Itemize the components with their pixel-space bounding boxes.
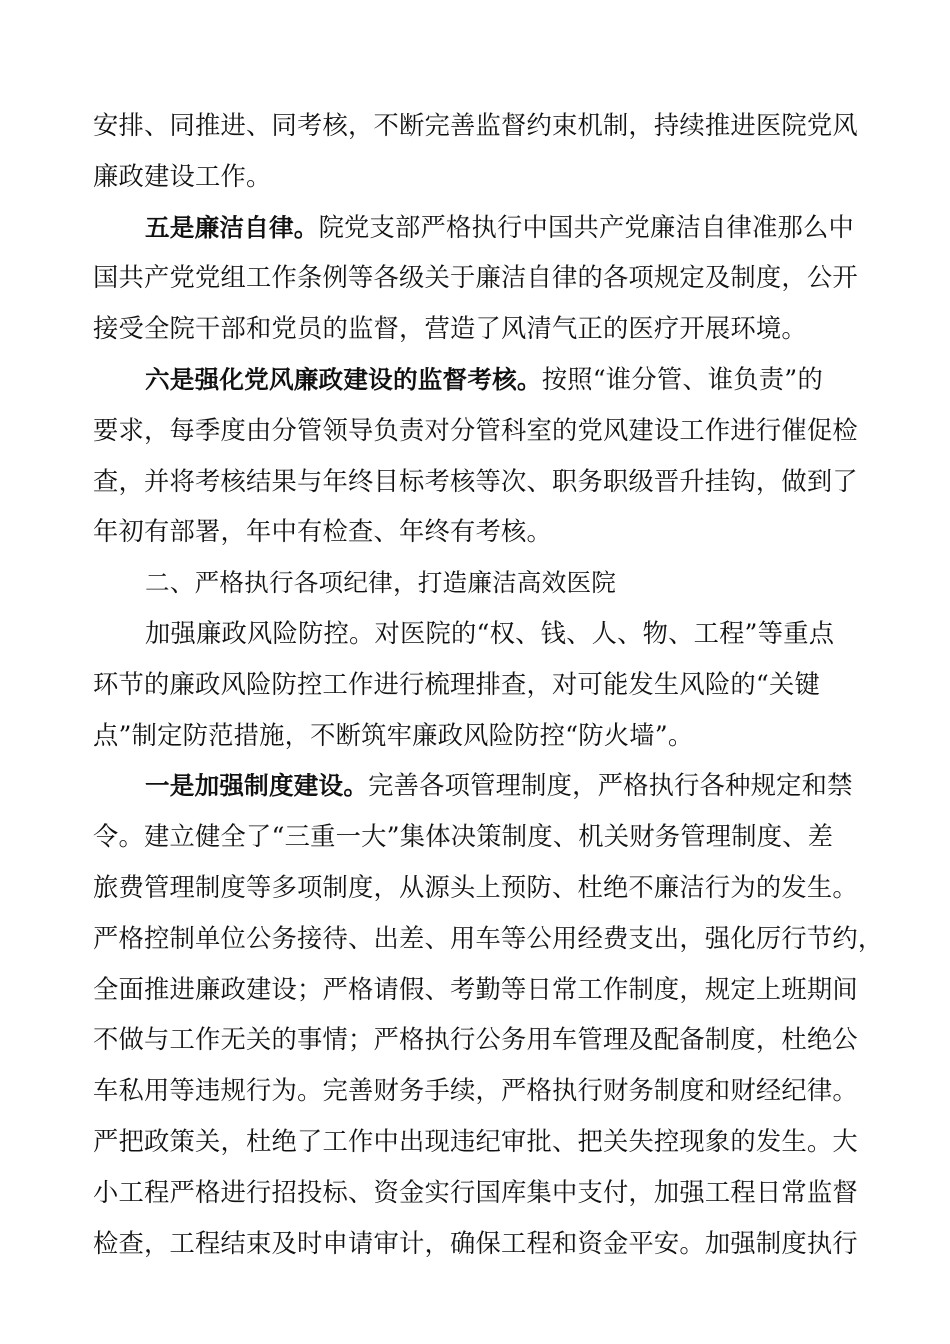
paragraph-first-line	[93, 355, 861, 406]
paragraph-line: 令。建立健全了“三重一大”集体决策制度、机关财务管理制度、差	[93, 822, 834, 852]
paragraph-text: 完善各项管理制度，严格执行各种规定和禁	[368, 771, 853, 801]
paragraph-line: 不做与工作无关的事情；严格执行公务用车管理及配备制度，杜绝公	[93, 1025, 858, 1055]
paragraph-line: 严把政策关，杜绝了工作中出现违纪审批、把关失控现象的发生。大	[93, 1126, 858, 1156]
paragraph-lead: 一是加强制度建设。	[145, 771, 369, 801]
paragraph-line: 年初有部署，年中有检查、年终有考核。	[93, 517, 552, 547]
paragraph-line: 点”制定防范措施，不断筑牢廉政风险防控“防火墙”。	[93, 720, 694, 750]
paragraph-line: 要求，每季度由分管领导负责对分管科室的党风建设工作进行催促检	[93, 415, 858, 445]
paragraph-line: 严格控制单位公务接待、出差、用车等公用经费支出，强化厉行节约，	[93, 923, 884, 953]
paragraph-line: 检查，工程结束及时申请审计，确保工程和资金平安。加强制度执行	[93, 1228, 858, 1258]
paragraph-line: 全面推进廉政建设；严格请假、考勤等日常工作制度，规定上班期间	[93, 974, 858, 1004]
paragraph-lead: 六是强化党风廉政建设的监督考核。	[145, 364, 542, 394]
paragraph-lead: 五是廉洁自律。	[145, 212, 319, 242]
document-body	[93, 101, 884, 1269]
paragraph-line: 接受全院干部和党员的监督，营造了风清气正的医疗开展环境。	[93, 314, 807, 344]
paragraph-line: 廉政建设工作。	[93, 161, 272, 191]
paragraph-text: 按照“谁分管、谁负责”的	[541, 364, 823, 394]
section-heading: 二、严格执行各项纪律，打造廉洁高效医院	[145, 568, 617, 598]
paragraph-line: 车私用等违规行为。完善财务手续，严格执行财务制度和财经纪律。	[93, 1076, 858, 1106]
paragraph-first-line	[93, 761, 861, 812]
paragraph-line: 安排、同推进、同考核，不断完善监督约束机制，持续推进医院党风	[93, 111, 858, 140]
paragraph-line: 查，并将考核结果与年终目标考核等次、职务职级晋升挂钩，做到了	[93, 466, 858, 496]
paragraph-text: 院党支部严格执行中国共产党廉洁自律准那么中	[318, 212, 854, 242]
paragraph-first-line: 加强廉政风险防控。对医院的“权、钱、人、物、工程”等重点	[145, 618, 835, 648]
paragraph-line: 国共产党党组工作条例等各级关于廉洁自律的各项规定及制度，公开	[93, 263, 858, 293]
paragraph-first-line	[93, 203, 861, 254]
paragraph-line: 环节的廉政风险防控工作进行梳理排查，对可能发生风险的“关键	[93, 669, 821, 699]
paragraph-line: 旅费管理制度等多项制度，从源头上预防、杜绝不廉洁行为的发生。	[93, 872, 858, 902]
paragraph-line: 小工程严格进行招投标、资金实行国库集中支付，加强工程日常监督	[93, 1177, 858, 1207]
